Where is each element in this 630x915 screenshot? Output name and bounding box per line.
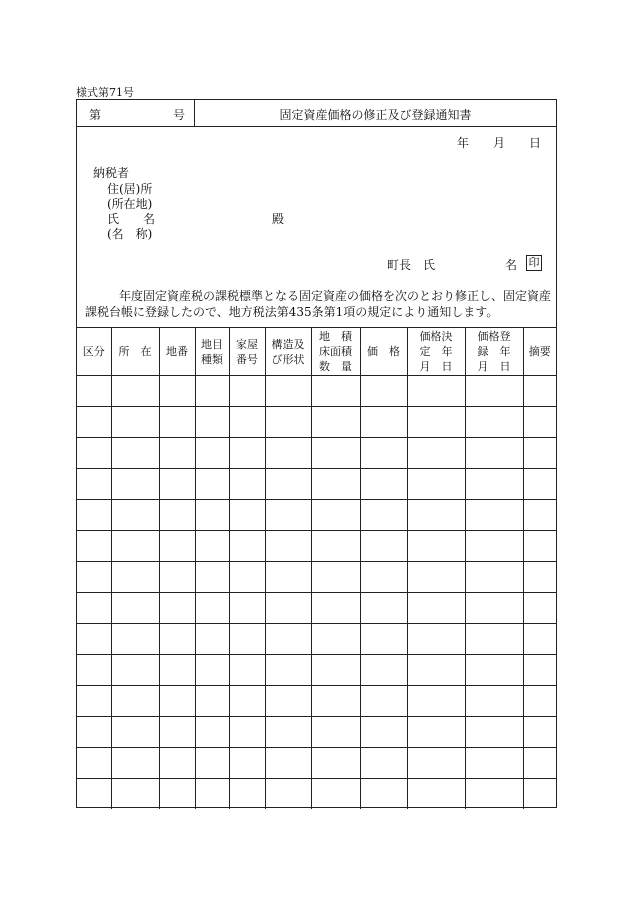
table-cell[interactable] [360,779,407,810]
table-cell[interactable] [265,748,311,779]
table-cell[interactable] [360,469,407,500]
table-cell[interactable] [111,686,159,717]
table-cell[interactable] [77,655,111,686]
table-cell[interactable] [311,438,360,469]
table-cell[interactable] [360,531,407,562]
table-cell[interactable] [229,407,265,438]
table-cell[interactable] [360,593,407,624]
table-row [77,531,556,562]
table-cell[interactable] [523,717,556,748]
table-cell[interactable] [465,407,523,438]
table-cell[interactable] [523,686,556,717]
table-cell[interactable] [195,438,229,469]
table-cell[interactable] [111,717,159,748]
column-header: 家屋 番号 [229,328,265,376]
table-cell[interactable] [159,376,195,407]
table-cell[interactable] [229,438,265,469]
table-cell[interactable] [111,624,159,655]
table-cell[interactable] [265,500,311,531]
table-cell[interactable] [407,562,465,593]
table-cell[interactable] [360,686,407,717]
table-cell[interactable] [159,469,195,500]
table-cell[interactable] [465,376,523,407]
table-cell[interactable] [360,438,407,469]
table-cell[interactable] [465,438,523,469]
table-cell[interactable] [195,717,229,748]
table-cell[interactable] [159,779,195,810]
column-header: 摘要 [523,328,556,376]
seal-stamp: 印 [526,255,542,271]
table-cell[interactable] [195,500,229,531]
table-cell[interactable] [311,748,360,779]
table-cell[interactable] [465,686,523,717]
date-month: 月 [493,136,506,150]
date-year: 年 [457,136,470,150]
table-cell[interactable] [265,624,311,655]
table-cell[interactable] [360,624,407,655]
mayor-name-label: 名 [505,258,518,272]
table-cell[interactable] [465,593,523,624]
table-cell[interactable] [360,500,407,531]
taxpayer-label: 納税者 [93,166,130,180]
table-cell[interactable] [77,748,111,779]
table-cell[interactable] [265,593,311,624]
column-header: 価格決 定 年 月 日 [407,328,465,376]
table-cell[interactable] [311,655,360,686]
column-header: 所 在 [111,328,159,376]
column-header: 地番 [159,328,195,376]
table-cell[interactable] [311,376,360,407]
table-cell[interactable] [311,593,360,624]
table-cell[interactable] [229,593,265,624]
table-cell[interactable] [523,655,556,686]
table-cell[interactable] [465,562,523,593]
table-cell[interactable] [311,686,360,717]
table-cell[interactable] [265,376,311,407]
location-label: (所在地) [107,197,153,211]
table-cell[interactable] [111,748,159,779]
table-cell[interactable] [159,686,195,717]
table-cell[interactable] [195,531,229,562]
table-cell[interactable] [159,717,195,748]
table-row [77,779,556,810]
table-cell[interactable] [407,655,465,686]
table-cell[interactable] [195,469,229,500]
table-cell[interactable] [159,655,195,686]
notice-form [76,99,557,808]
column-header: 価 格 [360,328,407,376]
table-cell[interactable] [407,469,465,500]
table-cell[interactable] [465,531,523,562]
table-cell[interactable] [407,779,465,810]
table-cell[interactable] [77,624,111,655]
table-cell[interactable] [407,376,465,407]
table-row [77,438,556,469]
table-row [77,562,556,593]
table-cell[interactable] [265,469,311,500]
table-cell[interactable] [195,407,229,438]
table-cell[interactable] [111,376,159,407]
table-cell[interactable] [465,655,523,686]
table-cell[interactable] [407,500,465,531]
table-row [77,407,556,438]
column-header: 構造及 び形状 [265,328,311,376]
table-cell[interactable] [465,500,523,531]
table-cell[interactable] [195,748,229,779]
table-cell[interactable] [360,562,407,593]
table-cell[interactable] [360,655,407,686]
table-cell[interactable] [229,562,265,593]
table-cell[interactable] [311,624,360,655]
property-table [77,327,556,809]
table-cell[interactable] [265,686,311,717]
table-cell[interactable] [523,779,556,810]
table-header-row [77,328,556,376]
form-number: 様式第71号 [76,86,134,99]
table-cell[interactable] [265,438,311,469]
table-cell[interactable] [407,686,465,717]
table-cell[interactable] [311,469,360,500]
table-cell[interactable] [311,531,360,562]
table-cell[interactable] [77,686,111,717]
table-cell[interactable] [407,407,465,438]
table-cell[interactable] [465,469,523,500]
table-cell[interactable] [523,407,556,438]
table-cell[interactable] [265,655,311,686]
table-cell[interactable] [465,779,523,810]
table-cell[interactable] [523,500,556,531]
table-cell[interactable] [407,748,465,779]
number-prefix: 第 [89,108,102,122]
table-cell[interactable] [360,748,407,779]
number-suffix: 号 [173,108,186,122]
table-cell[interactable] [159,500,195,531]
table-cell[interactable] [523,593,556,624]
table-cell[interactable] [195,686,229,717]
table-row [77,376,556,407]
table-cell[interactable] [77,531,111,562]
table-cell[interactable] [159,438,195,469]
table-row [77,500,556,531]
table-cell[interactable] [111,469,159,500]
table-cell[interactable] [523,469,556,500]
table-cell[interactable] [77,779,111,810]
table-cell[interactable] [195,593,229,624]
table-cell[interactable] [311,500,360,531]
table-cell[interactable] [407,593,465,624]
table-cell[interactable] [311,407,360,438]
table-cell[interactable] [77,376,111,407]
table-cell[interactable] [229,748,265,779]
form-title: 固定資産価格の修正及び登録通知書 [279,108,472,122]
table-cell[interactable] [229,531,265,562]
table-cell[interactable] [159,562,195,593]
mayor-title: 町長 氏 [387,258,436,272]
form-header [77,100,556,127]
column-header: 地 積 床面積 数 量 [311,328,360,376]
table-cell[interactable] [523,376,556,407]
table-cell[interactable] [407,438,465,469]
table-cell[interactable] [111,562,159,593]
table-cell[interactable] [77,562,111,593]
table-cell[interactable] [465,748,523,779]
table-row [77,686,556,717]
date-day: 日 [529,136,542,150]
table-cell[interactable] [159,407,195,438]
table-cell[interactable] [265,779,311,810]
table-cell[interactable] [465,717,523,748]
table-cell[interactable] [195,779,229,810]
table-row [77,655,556,686]
table-cell[interactable] [77,500,111,531]
company-name-label: (名 称) [107,227,153,241]
table-cell[interactable] [111,500,159,531]
table-cell[interactable] [77,717,111,748]
table-cell[interactable] [360,376,407,407]
table-cell[interactable] [159,624,195,655]
table-cell[interactable] [523,438,556,469]
table-cell[interactable] [77,469,111,500]
table-cell[interactable] [360,717,407,748]
table-cell[interactable] [229,469,265,500]
table-row [77,593,556,624]
column-header: 価格登 録 年 月 日 [465,328,523,376]
table-cell[interactable] [229,624,265,655]
table-cell[interactable] [407,531,465,562]
table-cell[interactable] [360,407,407,438]
table-cell[interactable] [111,655,159,686]
table-cell[interactable] [111,531,159,562]
table-cell[interactable] [195,624,229,655]
table-cell[interactable] [265,531,311,562]
table-cell[interactable] [229,686,265,717]
table-cell[interactable] [195,655,229,686]
table-cell[interactable] [265,717,311,748]
table-cell[interactable] [311,562,360,593]
table-row [77,748,556,779]
table-cell[interactable] [111,593,159,624]
table-cell[interactable] [229,655,265,686]
table-cell[interactable] [523,624,556,655]
name-label: 氏 名 [107,212,156,226]
table-cell[interactable] [111,779,159,810]
table-cell[interactable] [311,779,360,810]
table-cell[interactable] [229,717,265,748]
table-cell[interactable] [465,624,523,655]
table-cell[interactable] [229,779,265,810]
table-cell[interactable] [195,376,229,407]
table-cell[interactable] [265,407,311,438]
table-cell[interactable] [195,562,229,593]
table-cell[interactable] [523,531,556,562]
table-cell[interactable] [523,748,556,779]
table-cell[interactable] [265,562,311,593]
table-cell[interactable] [77,438,111,469]
table-row [77,469,556,500]
column-header: 区分 [77,328,111,376]
table-cell[interactable] [111,438,159,469]
table-cell[interactable] [159,748,195,779]
table-cell[interactable] [229,500,265,531]
table-cell[interactable] [159,531,195,562]
table-cell[interactable] [229,376,265,407]
table-cell[interactable] [77,593,111,624]
table-cell[interactable] [407,624,465,655]
table-cell[interactable] [111,407,159,438]
honorific: 殿 [272,212,285,226]
table-cell[interactable] [407,717,465,748]
address-label: 住(居)所 [107,182,153,196]
table-cell[interactable] [311,717,360,748]
column-header: 地目 種類 [195,328,229,376]
table-cell[interactable] [159,593,195,624]
table-cell[interactable] [77,407,111,438]
table-row [77,624,556,655]
table-cell[interactable] [523,562,556,593]
notice-body-text: 年度固定資産税の課税標準となる固定資産の価格を次のとおり修正し、固定資産課税台帳に登録したので、地方税法第435条第1項の規定により通知します。 [85,289,552,319]
table-row [77,717,556,748]
